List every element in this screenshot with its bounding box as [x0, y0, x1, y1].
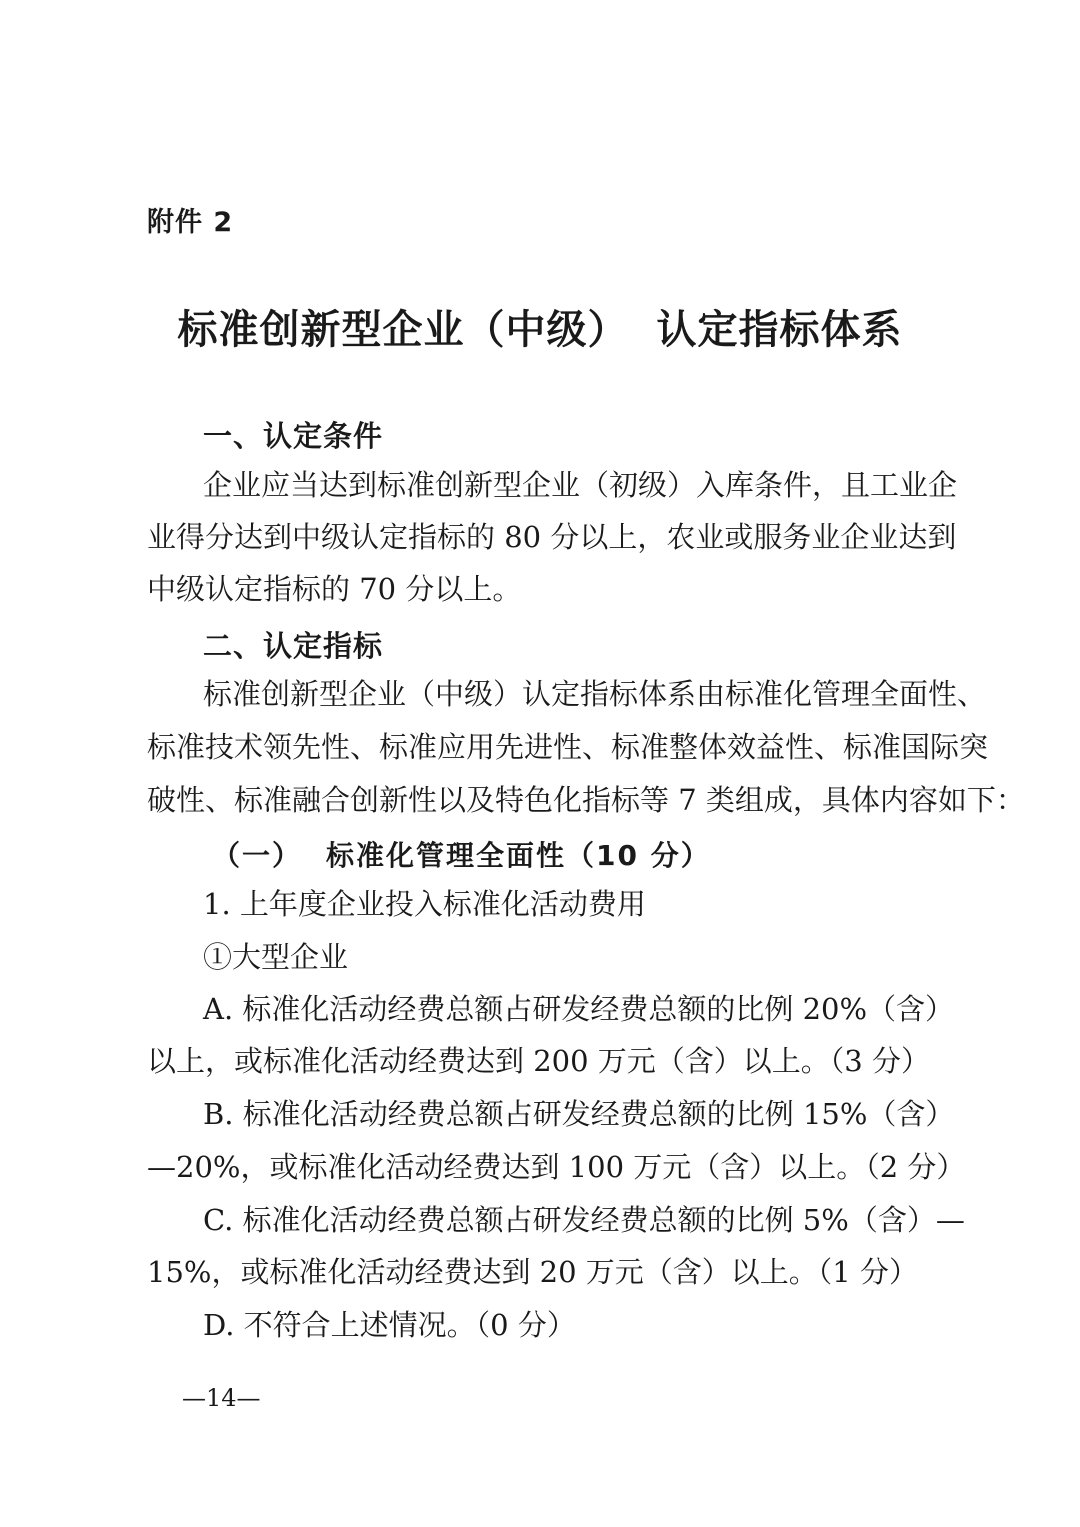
option-b-line-1: B. 标准化活动经费总额占研发经费总额的比例 15%（含）: [203, 1097, 955, 1131]
option-b-line-2: —20%，或标准化活动经费达到 100 万元（含）以上。（2 分）: [147, 1150, 966, 1184]
item-title: 1. 上年度企业投入标准化活动费用: [203, 887, 646, 921]
page-number: —14—: [182, 1384, 261, 1412]
subsection-label: 标准化管理全面性（10 分）: [326, 839, 711, 872]
option-a-line-2: 以上，或标准化活动经费达到 200 万元（含）以上。（3 分）: [147, 1044, 930, 1078]
paragraph-line: 中级认定指标的 70 分以上。: [147, 572, 522, 606]
paragraph-line: 标准技术领先性、标准应用先进性、标准整体效益性、标准国际突: [147, 730, 989, 764]
subsection-number: （一）: [212, 839, 303, 872]
item-category: ①大型企业: [203, 940, 349, 974]
attachment-label: 附件 2: [147, 207, 234, 238]
paragraph-line: 标准创新型企业（中级）认定指标体系由标准化管理全面性、: [203, 677, 987, 711]
section-heading-conditions: 一、认定条件: [203, 419, 384, 453]
option-d: D. 不符合上述情况。（0 分）: [203, 1308, 576, 1342]
section-heading-indicators: 二、认定指标: [203, 629, 384, 663]
page-title: [0, 298, 1080, 355]
option-c-line-2: 15%，或标准化活动经费达到 20 万元（含）以上。（1 分）: [147, 1255, 918, 1289]
paragraph-line: 业得分达到中级认定指标的 80 分以上，农业或服务业企业达到: [147, 520, 957, 554]
option-c-line-1: C. 标准化活动经费总额占研发经费总额的比例 5%（含）—: [203, 1203, 965, 1237]
subsection-heading: [212, 834, 711, 874]
title-part-1: 标准创新型企业（中级）: [177, 307, 629, 353]
paragraph-line: 企业应当达到标准创新型企业（初级）入库条件，且工业企: [203, 468, 958, 502]
paragraph-line: 破性、标准融合创新性以及特色化指标等 7 类组成，具体内容如下：: [147, 783, 1025, 817]
option-a-line-1: A. 标准化活动经费总额占研发经费总额的比例 20%（含）: [203, 992, 955, 1026]
title-part-2: 认定指标体系: [656, 307, 903, 353]
